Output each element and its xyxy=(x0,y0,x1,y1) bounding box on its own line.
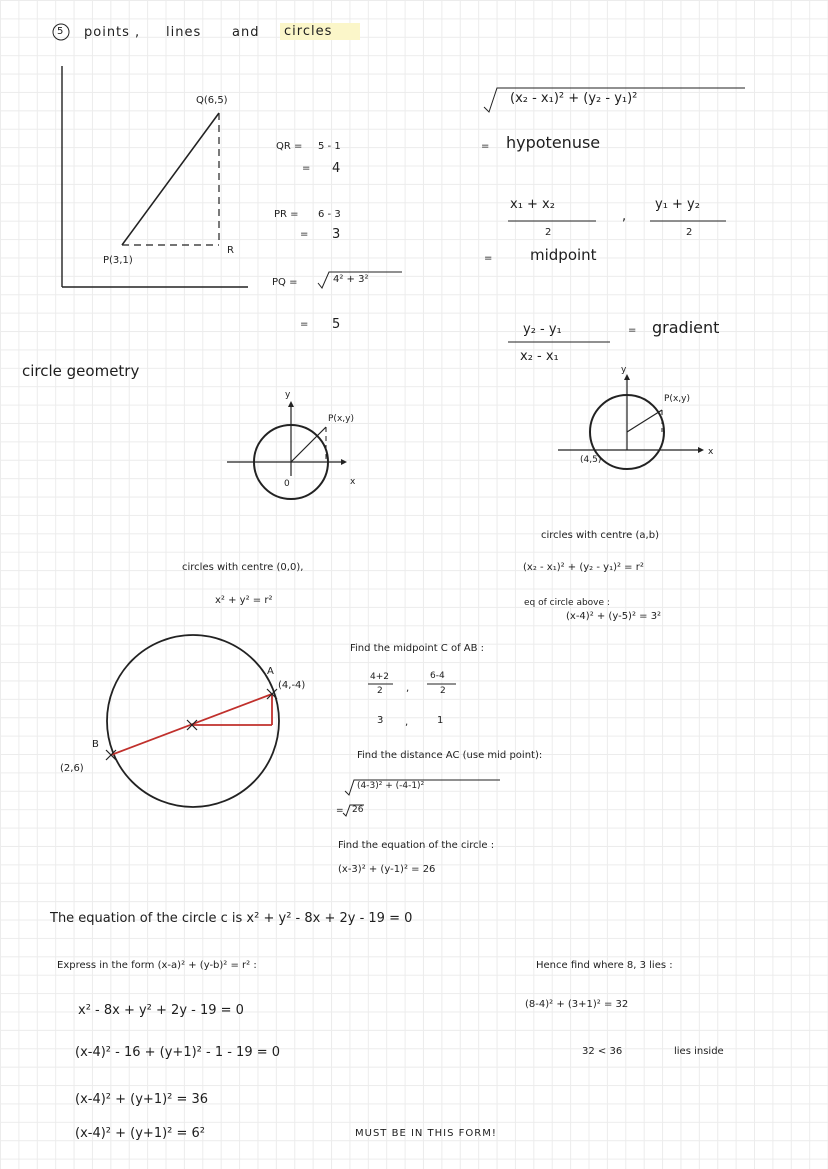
circle-equation-statement: The equation of the circle c is x² + y² - 8x + 2y - 19 = 0 xyxy=(50,911,413,926)
distance-expression: (4-3)² + (-4-1)² xyxy=(357,781,425,791)
radius-line xyxy=(291,427,326,462)
point-a-label: A xyxy=(267,666,274,677)
working-step: (x-4)² + (y+1)² = 36 xyxy=(75,1092,209,1107)
point-a-coord: (4,-4) xyxy=(278,680,306,691)
equals: = xyxy=(336,806,344,816)
question: Find the equation of the circle : xyxy=(338,840,495,851)
equals: = xyxy=(484,253,493,264)
gradient-label: gradient xyxy=(652,318,720,337)
header-title-highlight: circles xyxy=(280,23,360,40)
circle-equation: x² + y² = r² xyxy=(215,595,273,606)
qr-result: 4 xyxy=(332,161,341,176)
header-word: and xyxy=(232,25,260,40)
pq-calc: 4² + 3² xyxy=(333,274,369,285)
equals: = xyxy=(481,141,490,152)
centre-label: (4,5) xyxy=(580,455,602,465)
comma: , xyxy=(406,683,410,694)
pq-result: 5 xyxy=(332,317,341,332)
pr-result: 3 xyxy=(332,227,341,242)
arrow-icon xyxy=(341,459,347,465)
qr-label: QR = xyxy=(276,141,303,152)
conclusion: lies inside xyxy=(674,1046,724,1057)
working-step: (x-4)² + (y+1)² = 6² xyxy=(75,1126,206,1141)
midpoint-y-denominator: 2 xyxy=(686,227,693,238)
warning-note: MUST BE IN THIS FORM! xyxy=(355,1128,497,1139)
arrow-icon xyxy=(698,447,704,453)
question: Find the midpoint C of AB : xyxy=(350,643,485,654)
question: Find the distance AC (use mid point): xyxy=(357,750,543,761)
distance-formula: (x₂ - x₁)² + (y₂ - y₁)² xyxy=(510,91,638,106)
note: eq of circle above : xyxy=(524,598,610,608)
point-r-label: R xyxy=(227,245,234,256)
header-word: points , xyxy=(84,25,141,40)
fraction-denominator: 2 xyxy=(440,686,446,696)
midpoint-y-numerator: y₁ + y₂ xyxy=(655,197,700,212)
distance-result: 26 xyxy=(352,805,364,815)
instruction: Hence find where 8, 3 lies : xyxy=(536,960,673,971)
point-q-label: Q(6,5) xyxy=(196,95,228,106)
header-word: lines xyxy=(166,25,202,40)
working-step: (x-4)² - 16 + (y+1)² - 1 - 19 = 0 xyxy=(75,1045,281,1060)
y-axis-label: y xyxy=(285,390,291,400)
equals: = xyxy=(300,229,309,240)
point-label: P(x,y) xyxy=(328,414,354,424)
equals: = xyxy=(300,319,309,330)
point-b-label: B xyxy=(92,739,99,750)
gradient-numerator: y₂ - y₁ xyxy=(523,322,562,337)
midpoint-x: 3 xyxy=(377,715,384,726)
fraction-denominator: 2 xyxy=(377,686,383,696)
point-p-label: P(3,1) xyxy=(103,255,133,266)
arrow-icon xyxy=(288,401,294,407)
origin-label: 0 xyxy=(284,479,290,489)
midpoint-x-numerator: x₁ + x₂ xyxy=(510,197,555,212)
comma: , xyxy=(622,209,627,224)
pr-label: PR = xyxy=(274,209,299,220)
x-axis-label: x xyxy=(708,447,714,457)
radius-line xyxy=(627,410,662,432)
section-number: 5 xyxy=(57,26,64,37)
working-step: x² - 8x + y² + 2y - 19 = 0 xyxy=(78,1003,244,1018)
caption: circles with centre (a,b) xyxy=(541,530,659,541)
comma: , xyxy=(405,717,409,728)
pq-label: PQ = xyxy=(272,277,298,288)
qr-calc: 5 - 1 xyxy=(318,141,341,152)
caption: circles with centre (0,0), xyxy=(182,562,304,573)
equals: = xyxy=(628,325,637,336)
section-title: circle geometry xyxy=(22,362,140,380)
instruction: Express in the form (x-a)² + (y-b)² = r² : xyxy=(57,960,257,971)
fraction-numerator: 6-4 xyxy=(430,671,445,681)
comparison: 32 < 36 xyxy=(582,1046,623,1057)
circle-equation: (x-4)² + (y-5)² = 3² xyxy=(566,611,662,622)
working-step: (8-4)² + (3+1)² = 32 xyxy=(525,999,629,1010)
fraction-numerator: 4+2 xyxy=(370,672,389,682)
circle-equation: (x-3)² + (y-1)² = 26 xyxy=(338,864,436,875)
circle-equation: (x₂ - x₁)² + (y₂ - y₁)² = r² xyxy=(523,562,644,573)
hypotenuse-label: hypotenuse xyxy=(506,133,601,152)
equals: = xyxy=(302,163,311,174)
y-axis-label: y xyxy=(621,365,627,375)
x-axis-label: x xyxy=(350,477,356,487)
circle-ab xyxy=(107,635,279,807)
point-b-coord: (2,6) xyxy=(60,763,84,774)
midpoint-x-denominator: 2 xyxy=(545,227,552,238)
pr-calc: 6 - 3 xyxy=(318,209,341,220)
midpoint-label: midpoint xyxy=(530,246,597,264)
point-label: P(x,y) xyxy=(664,394,690,404)
segment-pq xyxy=(122,113,219,245)
midpoint-y: 1 xyxy=(437,715,444,726)
gradient-denominator: x₂ - x₁ xyxy=(520,349,559,364)
